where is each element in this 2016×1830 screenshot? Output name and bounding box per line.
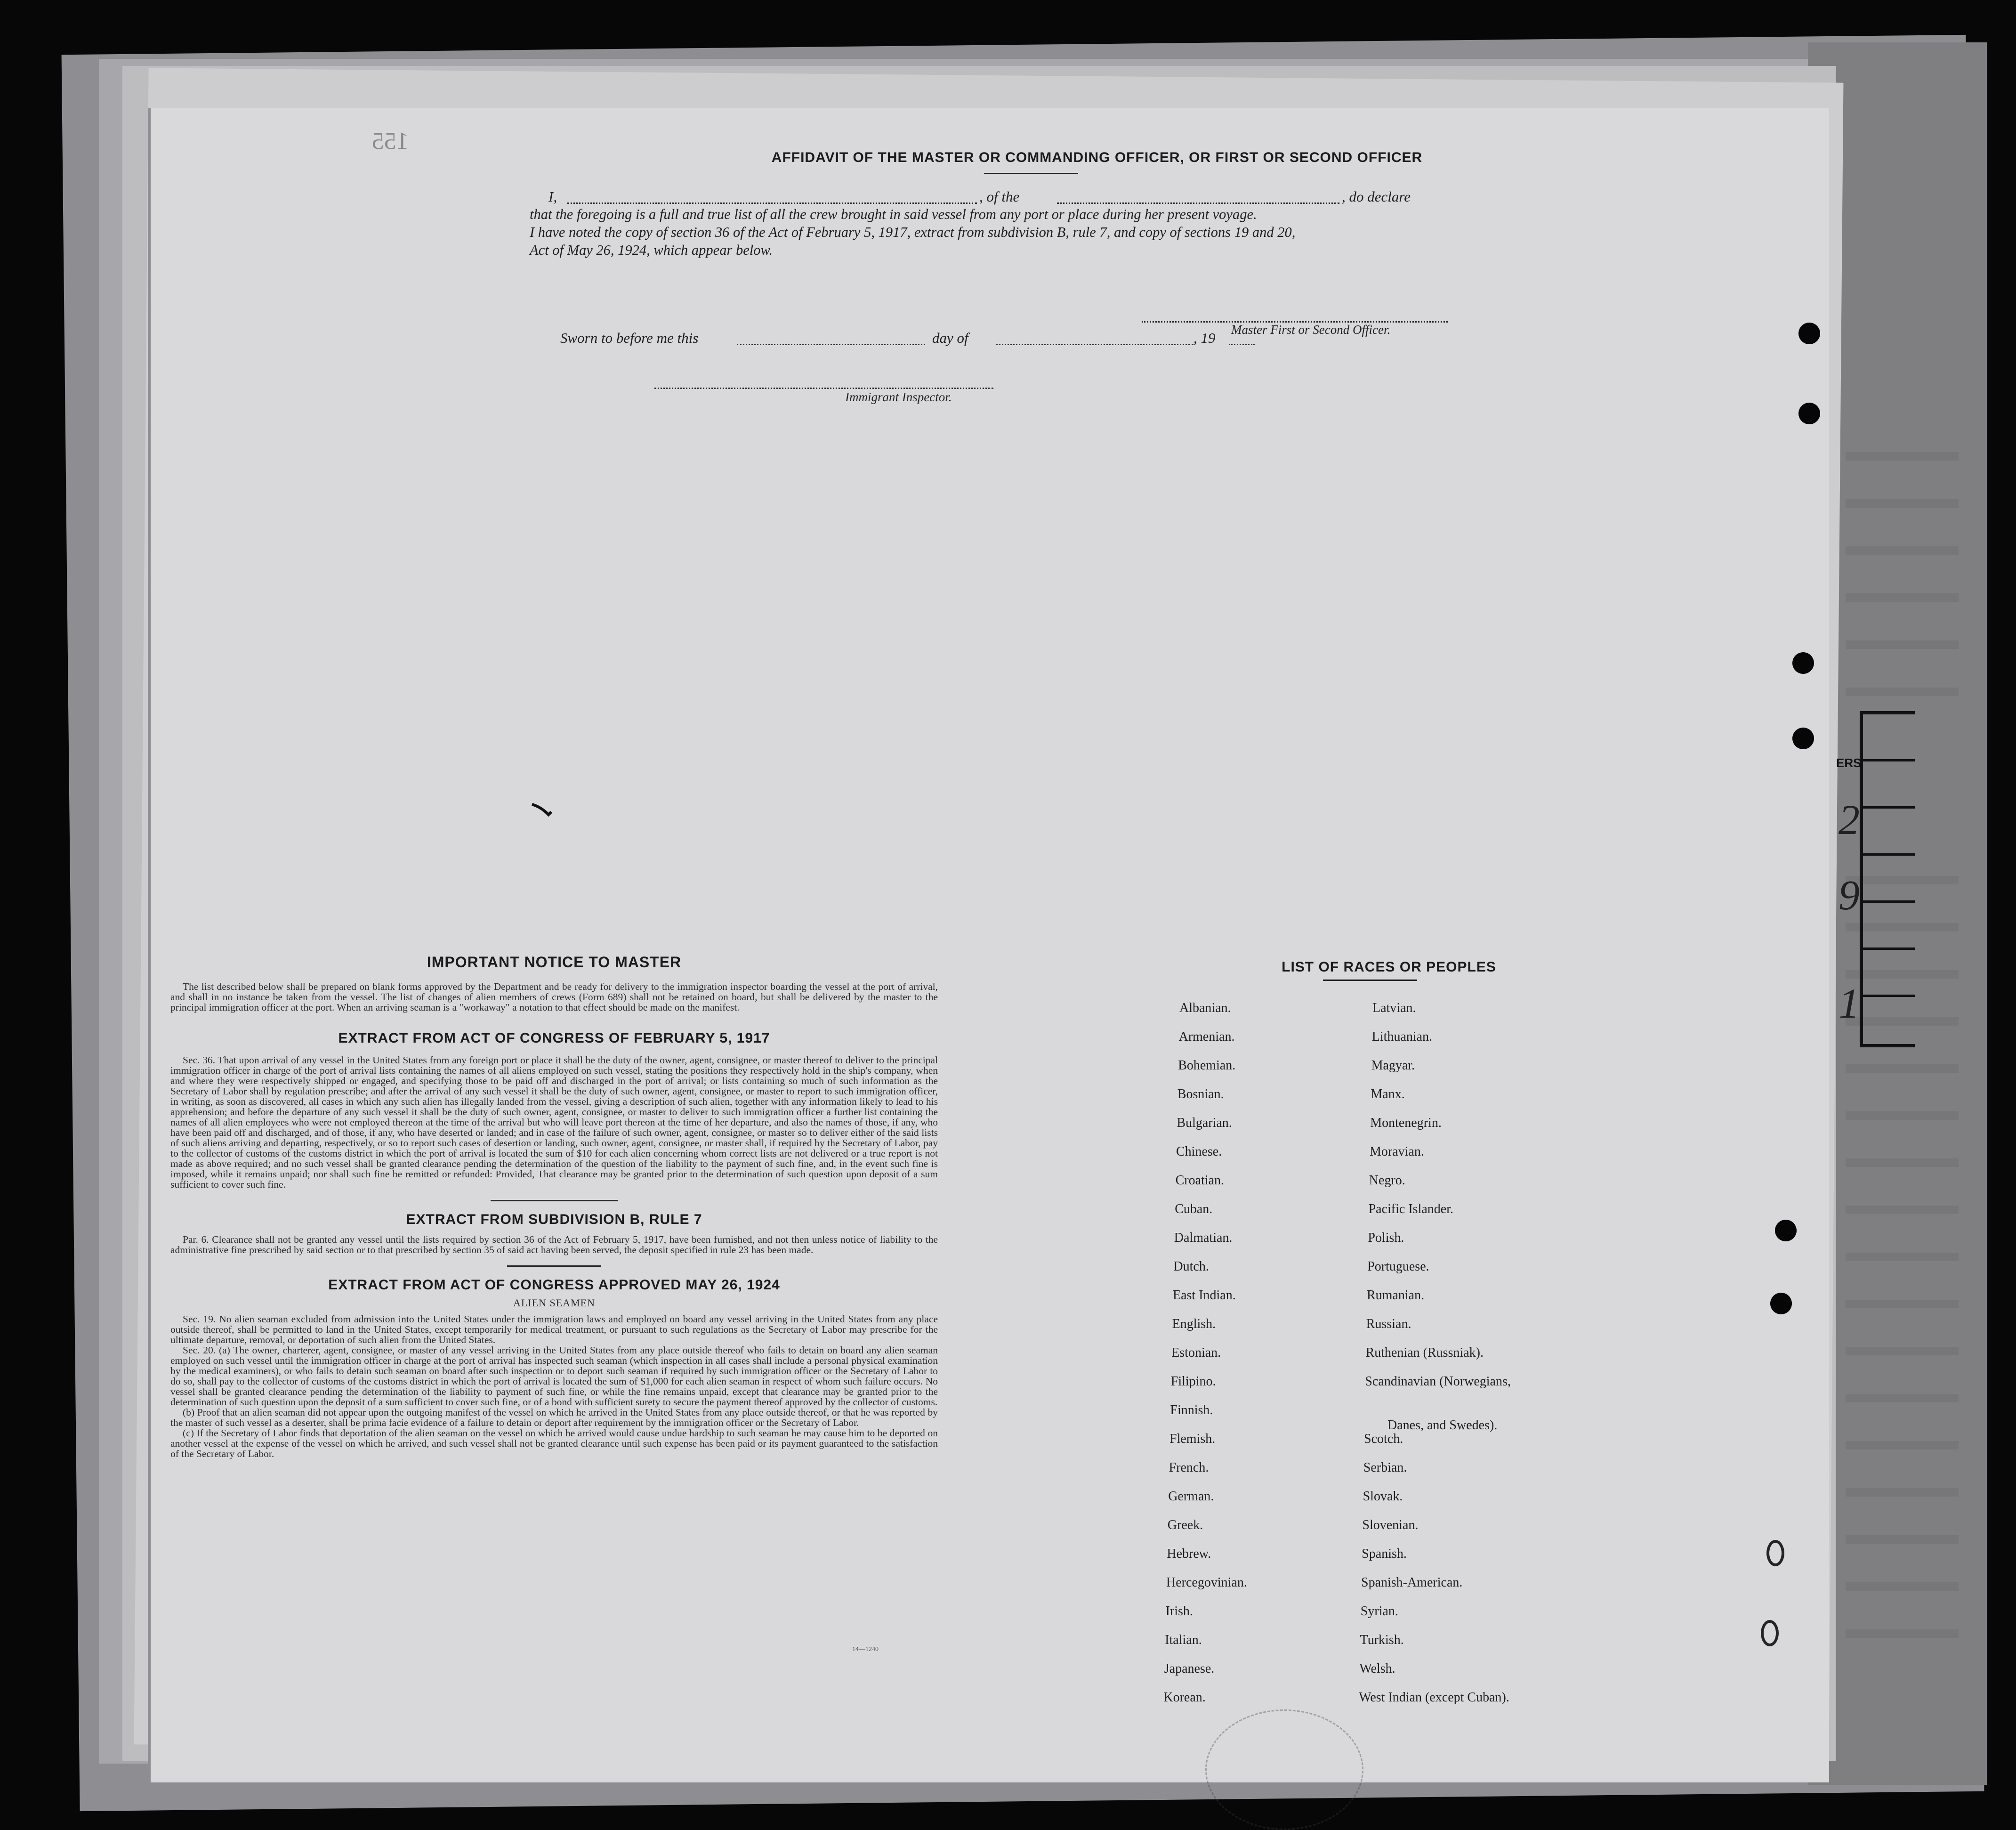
race-item: Scotch. [1364,1432,1403,1446]
race-item: Montenegrin. [1370,1116,1442,1130]
race-item: Portuguese. [1367,1259,1429,1274]
race-item: Ruthenian (Russniak). [1365,1345,1484,1360]
race-item: Russian. [1366,1317,1411,1331]
inspector-signature-line[interactable] [654,388,993,389]
race-item: Hercegovinian. [1166,1575,1247,1590]
do-declare-label: , do declare [1342,188,1411,205]
race-item: Dutch. [1173,1259,1209,1274]
extract-1917-body: Sec. 36. That upon arrival of any vessel in the United States from any foreign port or place it shall be the duty of the owner, agent, consignee, or master thereof to deliver to the principal immigration officer in charge of the port of arrival lists containing the names of all aliens employed on such vessel, stating the positions they respectively hold in the ship's company, when and where they were respectively shipped or engaged, and specifying those to be paid off and discharged in the port of arrival; or lists containing so much of such information as the Secretary of Labor shall by regulation prescribe; and after the arrival of any such vessel it shall be the duty of such owner, agent, consignee, or master to report to such immigration officer, in writing, as soon as discovered, all cases in which any such alien has illegally landed from the vessel, giving a description of such alien, together with any information likely to lead to his apprehension; and before the departure of any such vessel it shall be the duty of such owner, agent, consignee, or master to deliver to such immigration officer a further list containing the names of all alien employees who were not employed thereon at the time of the arrival but who will leave port thereon at the time of her departure, and also the names of those, if any, who have been paid off and discharged, and of those, if any, who have deserted or landed; and in case of the failure of such owner, agent, consignee, or master so to deliver either of the said lists of such aliens arriving and departing, respectively, or so to report such cases of desertion or landing, such owner, agent, consignee, or master shall, if required by the Secretary of Labor, pay to the collector of customs of the customs district in which the port of arrival is located the sum of $10 for each alien concerning whom correct lists are not delivered or a true report is not made as above required; and no such vessel shall be granted clearance pending the determination of the question of the liability to the payment of such fine, and, in the event such fine is imposed, while it remains unpaid; nor shall such fine be remitted or refunded: Provided, That clearance may be granted prior to the determination of such question upon deposit of a sum sufficient to cover such fine. [170,1054,938,1190]
race-item: Welsh. [1359,1661,1395,1676]
race-item: Japanese. [1164,1661,1215,1676]
race-item: Scandinavian (Norwegians, [1365,1374,1511,1389]
notice-column [170,954,938,1459]
affidavit-line-3: I have noted the copy of section 36 of the Act of February 5, 1917, extract from subdivision B, rule 7, and copy of sections 19 and 20, [530,224,1296,240]
race-item: Korean. [1163,1690,1206,1705]
race-item: Croatian. [1175,1173,1225,1188]
race-item: East Indian. [1173,1288,1236,1303]
year-label: , 19 [1193,330,1216,346]
sec-20c-text: (c) If the Secretary of Labor finds that deportation of the alien seaman on the vessel on which he arrived would cause undue hardship to such seaman he may cause him to be deported on another vessel at the expense of the vessel on which he arrived, and such vessel shall not be granted clearance until such expense has been paid or its payment guaranteed to the satisfaction of the Secretary of Labor. [170,1427,938,1459]
race-item: Syrian. [1360,1604,1398,1619]
vessel-name-blank[interactable] [1057,202,1339,204]
affidavit-i-label: I, [548,188,557,205]
punch-hole [1798,403,1820,424]
race-item: Moravian. [1370,1144,1424,1159]
affidavit-line-2: that the foregoing is a full and true list of all the crew brought in said vessel from any port or place during her present voyage. [530,206,1257,222]
punch-hole [1761,1620,1779,1646]
underlying-table-box [1860,711,1915,1047]
race-item: Polish. [1368,1231,1404,1245]
race-item: Slovak. [1363,1489,1403,1504]
underlying-handwritten-digit: 9 [1839,872,1860,919]
punch-hole [1766,1540,1784,1566]
race-item: Chinese. [1176,1144,1222,1159]
underlying-handwritten-digit: 1 [1839,980,1860,1027]
master-signature-caption: Master First or Second Officer. [1231,323,1391,337]
extract-rule7-body: Par. 6. Clearance shall not be granted any vessel until the lists required by section 36 of the Act of February 5, 1917, have been furnished, and not then unless notice of liability to the administrative fine prescribed by said section or to that prescribed by section 35 of said act having been served, the deposit specified in rule 23 has been made. [170,1234,938,1255]
race-item: Dalmatian. [1174,1231,1233,1245]
race-item: French. [1169,1460,1209,1475]
sworn-year-blank[interactable] [1229,344,1255,345]
inspector-caption: Immigrant Inspector. [845,390,952,404]
affidavit-line-4: Act of May 26, 1924, which appear below. [530,242,773,258]
punch-hole [1775,1220,1797,1241]
notice-body: The list described below shall be prepared on blank forms approved by the Department and be ready for delivery to the immigration inspector boarding the vessel at the port of arrival, and shall in no instance be taken from the vessel. The list of changes of alien members of crews (Form 689) shall not be retained on board, but shall be delivered by the master to the principal immigration officer at the port. When an arriving seaman is a "workaway" a notation to that effect should be made on the manifest. [170,981,938,1013]
race-item: Pacific Islander. [1368,1202,1453,1216]
race-item: Filipino. [1170,1374,1216,1389]
underlying-column-header: ERS [1836,756,1862,770]
punch-hole [1770,1293,1792,1314]
race-item: Finnish. [1170,1403,1213,1417]
underlying-handwritten-digit: 2 [1839,797,1860,843]
punch-hole [1792,728,1814,749]
sec-20a-text: Sec. 20. (a) The owner, charterer, agent, consignee, or master of any vessel arriving in the United States from any place outside thereof who fails to detain on board any alien seaman employed on such vessel until the immigration officer in charge at the port of arrival has inspected such seaman (which inspection in all cases shall include a personal physical examination by the medical examiners), or who fails to detain such seaman on board after such inspection or to deport such seaman if required by such immigration officer or the Secretary of Labor to do so, shall pay to the collector of customs of the customs district in which the port of arrival is located the sum of $1,000 for each alien seaman in respect of whom such failure occurs. No vessel shall be granted clearance pending the determination of the liability to payment of such fine, or while the fine remains unpaid, except that clearance may be granted prior to the determination of such question upon the deposit of a sum sufficient to cover such fine, or of a bond with sufficient surety to secure the payment thereof approved by the collector of customs. [170,1344,938,1408]
of-the-label: , of the [979,188,1020,205]
race-item: German. [1168,1489,1214,1504]
races-title-underline [1323,980,1417,981]
punch-hole [1792,652,1814,674]
sworn-label: Sworn to before me this [560,330,699,346]
race-item: Armenian. [1178,1029,1235,1044]
sworn-month-blank[interactable] [996,344,1193,345]
race-item: Irish. [1165,1604,1193,1619]
sec-20b-text: (b) Proof that an alien seaman did not appear upon the outgoing manifest of the vessel on which he arrived in the United States from any place outside thereof, or that he was reported by the master of such vessel as a deserter, shall be prima facie evidence of a failure to detain or deport after requirement by the immigration officer or the Secretary of Labor. [170,1407,938,1428]
race-item: Bosnian. [1177,1087,1224,1101]
master-name-blank[interactable] [567,202,977,204]
affidavit-page [151,108,1829,1782]
affidavit-title: AFFIDAVIT OF THE MASTER OR COMMANDING OFFICER, OR FIRST OR SECOND OFFICER [771,150,1423,165]
race-item: Lithuanian. [1371,1029,1433,1044]
race-item: Flemish. [1169,1432,1216,1446]
race-item: Negro. [1369,1173,1405,1188]
extract-1924-title: EXTRACT FROM ACT OF CONGRESS APPROVED MAY 26, 1924 [328,1277,780,1293]
race-item: Manx. [1371,1087,1405,1101]
day-of-label: day of [932,330,968,346]
punch-hole [1798,323,1820,344]
title-underline [984,173,1078,174]
ink-mark [530,801,558,819]
extract-rule7-title: EXTRACT FROM SUBDIVISION B, RULE 7 [406,1212,702,1227]
alien-seamen-subtitle: ALIEN SEAMEN [513,1297,595,1309]
section-divider [507,1265,601,1267]
race-item: Danes, and Swedes). [1387,1418,1498,1433]
race-item: Albanian. [1179,1001,1231,1015]
race-item: Bohemian. [1178,1058,1236,1073]
sworn-day-blank[interactable] [737,344,925,345]
race-item: Slovenian. [1362,1518,1419,1532]
race-item: Greek. [1167,1518,1203,1532]
race-item: Serbian. [1363,1460,1407,1475]
form-number: 14—1240 [852,1646,879,1653]
race-item: Magyar. [1371,1058,1415,1073]
notice-title: IMPORTANT NOTICE TO MASTER [427,954,682,971]
race-item: English. [1172,1317,1216,1331]
race-item: Latvian. [1372,1001,1416,1015]
sec-19-text: Sec. 19. No alien seaman excluded from admission into the United States under the immigration laws and employed on board any vessel arriving in the United States from any place outside thereof, shall be permitted to land in the United States, except temporarily for medical treatment, or pursuant to such regulations as the Secretary of Labor may prescribe for the ultimate departure, removal, or deportation of such alien from the United States. [170,1313,938,1345]
race-item: Cuban. [1175,1202,1213,1216]
race-item: Spanish. [1362,1547,1407,1561]
faded-stamp [1205,1709,1363,1830]
race-item: Rumanian. [1367,1288,1425,1303]
section-divider [491,1200,618,1201]
race-item: Italian. [1165,1633,1202,1647]
race-item: Bulgarian. [1177,1116,1232,1130]
race-item: Hebrew. [1167,1547,1211,1561]
extract-1917-title: EXTRACT FROM ACT OF CONGRESS OF FEBRUARY 5, 1917 [338,1030,770,1046]
race-item: Spanish-American. [1361,1575,1463,1590]
race-item: West Indian (except Cuban). [1359,1690,1509,1705]
race-item: Estonian. [1171,1345,1221,1360]
page-number-bleed: 155 [372,128,409,154]
races-title: LIST OF RACES OR PEOPLES [1282,959,1496,975]
race-item: Turkish. [1360,1633,1404,1647]
